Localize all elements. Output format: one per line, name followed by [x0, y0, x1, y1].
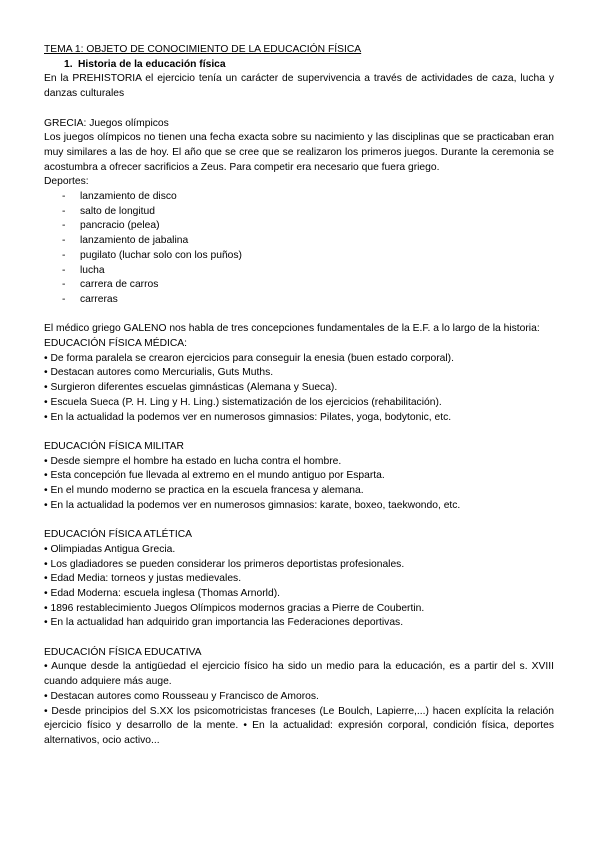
list-item: • Surgieron diferentes escuelas gimnásticas (Alemana y Sueca). — [44, 382, 338, 394]
list-item: • Destacan autores como Mercurialis, Guts Muths. — [44, 367, 274, 379]
list-item: • De forma paralela se crearon ejercicios para conseguir la enesia (buen estado corporal). — [44, 352, 454, 364]
militar-list — [44, 455, 554, 514]
list-item: - lanzamiento de disco — [44, 190, 554, 205]
grecia-heading: GRECIA: Juegos olímpicos — [44, 117, 169, 129]
prehistoria-paragraph: En la PREHISTORIA el ejercicio tenía un carácter de supervivencia a través de actividades de caza, lucha y danzas culturales — [44, 73, 554, 100]
list-item: • En la actualidad la podemos ver en numerosos gimnasios: Pilates, yoga, bodytonic, etc. — [44, 411, 452, 423]
list-item: • Olimpiadas Antigua Grecia. — [44, 543, 176, 555]
document-title: TEMA 1: OBJETO DE CONOCIMIENTO DE LA EDUCACIÓN FÍSICA — [44, 44, 362, 55]
medica-list — [44, 352, 554, 426]
section-number: 1. — [64, 58, 73, 70]
medica-heading: EDUCACIÓN FÍSICA MÉDICA: — [44, 338, 188, 350]
galeno-paragraph: El médico griego GALENO nos habla de tres concepciones fundamentales de la E.F. a lo largo de la historia: — [44, 323, 540, 335]
section-heading — [44, 58, 554, 73]
list-item: • Edad Moderna: escuela inglesa (Thomas Arnorld). — [44, 587, 280, 599]
list-item: • En el mundo moderno se practica en la escuela francesa y alemana. — [44, 485, 364, 497]
document-page — [44, 43, 554, 749]
list-item: - pancracio (pelea) — [44, 219, 554, 234]
list-item: • Los gladiadores se pueden considerar los primeros deportistas profesionales. — [44, 558, 405, 570]
list-item: • Aunque desde la antigüedad el ejercicio físico ha sido un medio para la educación, es a partir del s. XVIII cuando adquiere más auge. — [44, 661, 554, 688]
list-item: • Desde siempre el hombre ha estado en lucha contra el hombre. — [44, 455, 342, 467]
list-item: • Desde principios del S.XX los psicomotricistas franceses (Le Boulch, Lapierre,...) hacen explícita la relación ejercicio físico y desarrollo de la mente. • En la actualidad: expresión corporal, condición física, deportes alternativos, ocio activo... — [44, 705, 554, 746]
list-item: - lucha — [44, 264, 554, 279]
list-item: - carrera de carros — [44, 278, 554, 293]
list-item: • Esta concepción fue llevada al extremo en el mundo antiguo por Esparta. — [44, 470, 385, 482]
list-item: • En la actualidad la podemos ver en numerosos gimnasios: karate, boxeo, taekwondo, etc. — [44, 499, 461, 511]
list-item: - lanzamiento de jabalina — [44, 234, 554, 249]
atletica-heading: EDUCACIÓN FÍSICA ATLÉTICA — [44, 529, 192, 541]
educativa-list — [44, 660, 554, 748]
list-item: • Escuela Sueca (P. H. Ling y H. Ling.) sistematización de los ejercicios (rehabilitación). — [44, 396, 442, 408]
list-item: • Destacan autores como Rousseau y Francisco de Amoros. — [44, 690, 319, 702]
list-item: - pugilato (luchar solo con los puños) — [44, 249, 554, 264]
list-item: • En la actualidad han adquirido gran importancia las Federaciones deportivas. — [44, 617, 404, 629]
deportes-list — [44, 190, 554, 308]
list-item: • 1896 restablecimiento Juegos Olímpicos modernos gracias a Pierre de Coubertin. — [44, 602, 425, 614]
grecia-paragraph: Los juegos olímpicos no tienen una fecha exacta sobre su nacimiento y las disciplinas que se practicaban eran muy similares a las de hoy. El año que se cree que se realizaron los primeros juegos. Durante la ceremonia se acostumbra a ofrecer sacrificios a Zeus. Para competir era necesario que fuera griego. — [44, 132, 554, 173]
section-heading-text: Historia de la educación física — [78, 58, 226, 70]
list-item: - salto de longitud — [44, 205, 554, 220]
deportes-label: Deportes: — [44, 176, 89, 188]
list-item: - carreras — [44, 293, 554, 308]
atletica-list — [44, 543, 554, 631]
educativa-heading: EDUCACIÓN FÍSICA EDUCATIVA — [44, 646, 202, 658]
list-item: • Edad Media: torneos y justas medievales. — [44, 573, 242, 585]
militar-heading: EDUCACIÓN FÍSICA MILITAR — [44, 440, 184, 452]
